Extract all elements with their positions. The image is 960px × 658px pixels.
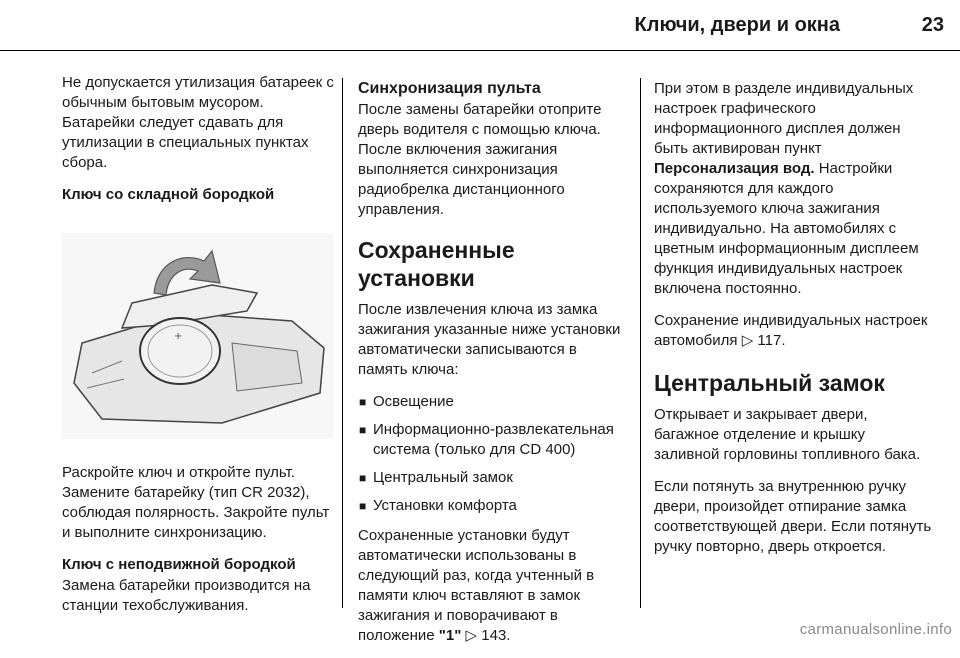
triangle-ref-icon: ▷ — [465, 627, 478, 644]
list-item: ■ Центральный замок — [359, 469, 513, 486]
saved-settings-heading: Сохраненные установки — [358, 237, 515, 291]
recycling-paragraph: Не допускается утилизация батареек с обычным бытовым мусором. Батарейки следует сдавать для утилизации в специальных пунктах сбора. — [62, 74, 334, 171]
saved-settings-list — [358, 392, 630, 516]
fixed-key-heading: Ключ с неподвижной бородкой — [62, 556, 296, 573]
list-item: ■ Освещение — [359, 393, 454, 410]
header-title: Ключи, двери и окна — [634, 14, 840, 36]
page-reference[interactable]: 117. — [757, 332, 786, 349]
sync-heading: Синхронизация пульта — [358, 80, 541, 97]
header-rule — [0, 50, 960, 51]
square-bullet-icon: ■ — [359, 423, 367, 437]
list-item: ■ Информационно-развлекательная система (только для CD 400) — [359, 421, 614, 458]
list-item: ■ Установки комфорта — [359, 497, 517, 514]
column-2 — [358, 79, 630, 658]
replace-battery-paragraph: Раскройте ключ и откройте пульт. Замените батарейку (тип CR 2032), соблюдая полярность. Закройте пульт и выполните синхронизацию. — [62, 464, 330, 541]
service-station-paragraph: Замена батарейки производится на станции техобслуживания. — [62, 577, 311, 614]
sync-paragraph: После замены батарейки отоприте дверь водителя с помощью ключа. После включения зажигания выполняется синхронизация радиобрелка дистанционного управления. — [358, 101, 602, 218]
column-divider-2 — [640, 78, 641, 608]
folding-key-heading: Ключ со складной бородкой — [62, 186, 275, 203]
door-handle-paragraph: Если потянуть за внутреннюю ручку двери, произойдет отпирание замка соответствующей двери. Если потянуть ручку повторно, дверь откроется. — [654, 478, 932, 555]
svg-text:+: + — [174, 331, 183, 342]
personalization-label: Персонализация вод. — [654, 160, 815, 177]
key-battery-illustration — [62, 233, 334, 439]
page-number: 23 — [921, 14, 944, 36]
square-bullet-icon: ■ — [359, 499, 367, 513]
central-lock-paragraph: Открывает и закрывает двери, багажное отделение и крышку заливной горловины топливного бака. — [654, 406, 921, 463]
saved-settings-paragraph: После извлечения ключа из замка зажигания указанные ниже установки автоматически записываются в память ключа: — [358, 301, 621, 378]
column-3 — [654, 79, 934, 569]
triangle-ref-icon: ▷ — [741, 332, 754, 349]
position-1-label: "1" — [438, 627, 462, 644]
square-bullet-icon: ■ — [359, 395, 367, 409]
column-divider-1 — [342, 78, 343, 608]
personalization-paragraph: При этом в разделе индивидуальных настроек графического информационного дисплея должен быть активирован пункт Персонализация вод. Настройки сохраняются для каждого используемого ключа зажигания индивидуально. На автомобилях с цветным информационным дисплеем функция индивидуальных настроек включена постоянно. — [654, 80, 919, 297]
column-1 — [62, 73, 334, 628]
central-lock-heading: Центральный замок — [654, 370, 885, 396]
vehicle-settings-paragraph: Сохранение индивидуальных настроек автомобиля ▷ 117. — [654, 312, 928, 349]
page-reference[interactable]: 143. — [481, 627, 511, 644]
square-bullet-icon: ■ — [359, 471, 367, 485]
next-use-paragraph: Сохраненные установки будут автоматически использованы в следующий раз, когда учтенный в памяти ключ вставляют в замок зажигания и поворачивают в положение "1" ▷ 143. — [358, 527, 595, 644]
watermark: carmanualsonline.info — [799, 621, 952, 638]
